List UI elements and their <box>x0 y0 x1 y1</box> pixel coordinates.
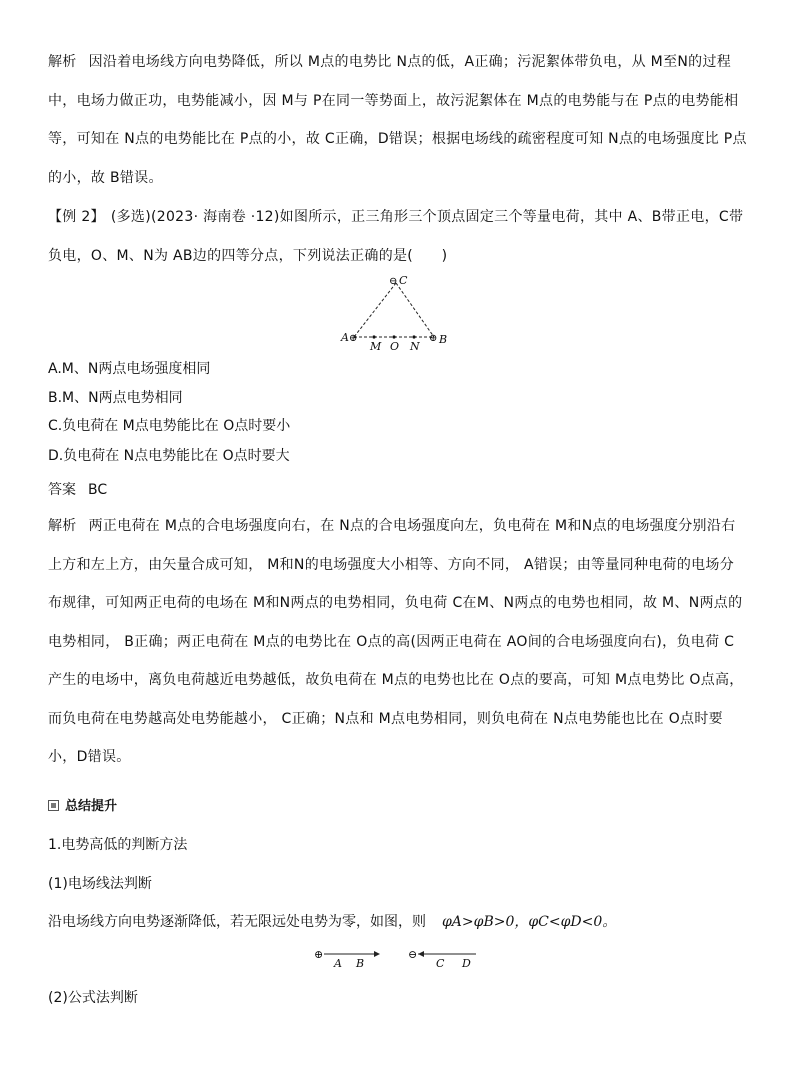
rule-formula-1: φA>φB>0， <box>442 914 529 930</box>
label-a: A <box>341 331 349 344</box>
summary-item-1: 1.电势高低的判断方法 <box>48 837 188 853</box>
label-o: O <box>390 340 400 353</box>
label-b: B <box>439 333 448 346</box>
triangle-side-ac <box>354 283 396 337</box>
point-m <box>372 335 375 338</box>
summary-item-1-sub-1: (1)电场线法判断 <box>48 876 152 892</box>
label-c-line: C <box>436 957 445 970</box>
rule-formula-2: φC<φD<0。 <box>528 914 617 930</box>
charge-b-symbol: ⊕ <box>429 333 438 344</box>
label-a-line: A <box>334 957 342 970</box>
point-o <box>392 335 395 338</box>
summary-square-icon <box>48 800 59 811</box>
negative-charge-symbol: ⊖ <box>408 948 418 961</box>
answer-value: BC <box>88 482 108 498</box>
label-c: C <box>399 274 408 287</box>
example-text: (多选)(2023· 海南卷 ·12)如图所示，正三角形三个顶点固定三个等量电荷，其中 A、B带正电，C带负电，O、M、N为 AB边的四等分点，下列说法正确的是( ) <box>48 209 744 264</box>
analysis-text: 因沿着电场线方向电势降低，所以 M点的电势比 N点的低，A正确；污泥絮体带负电，从 M至N的过程中，电场力做正功，电势能减小，因 M与 P在同一等势面上，故污泥絮体在 M点的电势能与在 P点的电势能相等，可知在 N点的电势能比在 P点的小，故 C正确，D错误；根据电场线的疏密程度可知 N点的电场强度比 P点的小，故 B错误。 <box>48 54 747 186</box>
option-d: D.负电荷在 N点电势能比在 O点时要大 <box>48 448 290 464</box>
summary-heading <box>48 795 117 814</box>
point-n <box>412 335 415 338</box>
option-c: C.负电荷在 M点电势能比在 O点时要小 <box>48 418 291 434</box>
example-question <box>48 198 748 275</box>
summary-item-1-sub-2: (2)公式法判断 <box>48 990 138 1006</box>
analysis-text-2: 两正电荷在 M点的合电场强度向右，在 N点的合电场强度向左，负电荷在 M和N点的电场强度分别沿右上方和左上方，由矢量合成可知， M和N的电场强度大小相等、方向不同， A错误；由等量同种电荷的电场分布规律，可知两正电荷的电场在 M和N两点的电势相同，负电荷 C在M、N两点的电势也相同，故 M、N两点的电势相同， B正确；两正电荷在 M点的电势比在 O点的高(因两正电荷在 AO间的合电场强度向右)，负电荷 C产生的电场中，离负电荷越近电势越低，故负电荷在 M点的电势也比在 O点的要高，可知 M点电势比 O点高，而负电荷在电势越高处电势能越小， C正确；N点和 M点电势相同，则负电荷在 N点电势能也比在 O点时要小，D错误。 <box>48 518 744 765</box>
option-a: A.M、N两点电场强度相同 <box>48 361 211 377</box>
arrow-positive <box>374 951 380 957</box>
rule-line <box>48 911 616 931</box>
example-tag: 【例 2】 <box>48 209 105 225</box>
label-m: M <box>370 340 382 353</box>
charge-a-symbol: ⊕ <box>349 333 358 344</box>
positive-charge-symbol: ⊕ <box>314 948 324 961</box>
triangle-charge-figure <box>340 270 455 355</box>
analysis-paragraph-1 <box>48 43 748 197</box>
label-d-line: D <box>462 957 471 970</box>
answer-line <box>48 479 107 499</box>
option-b: B.M、N两点电势相同 <box>48 390 183 406</box>
answer-label: 答案 <box>48 482 76 498</box>
field-line-figure <box>312 945 487 970</box>
label-n: N <box>410 340 420 353</box>
label-b-line: B <box>356 957 365 970</box>
charge-c-symbol: ⊖ <box>389 276 398 287</box>
rule-text: 沿电场线方向电势逐渐降低，若无限远处电势为零，如图，则 <box>48 914 426 930</box>
triangle-side-bc <box>396 283 434 337</box>
arrow-negative <box>418 951 424 957</box>
analysis-label-2: 解析 <box>48 518 77 534</box>
summary-heading-text: 总结提升 <box>65 799 118 814</box>
analysis-label: 解析 <box>48 54 77 70</box>
analysis-paragraph-2 <box>48 507 748 777</box>
